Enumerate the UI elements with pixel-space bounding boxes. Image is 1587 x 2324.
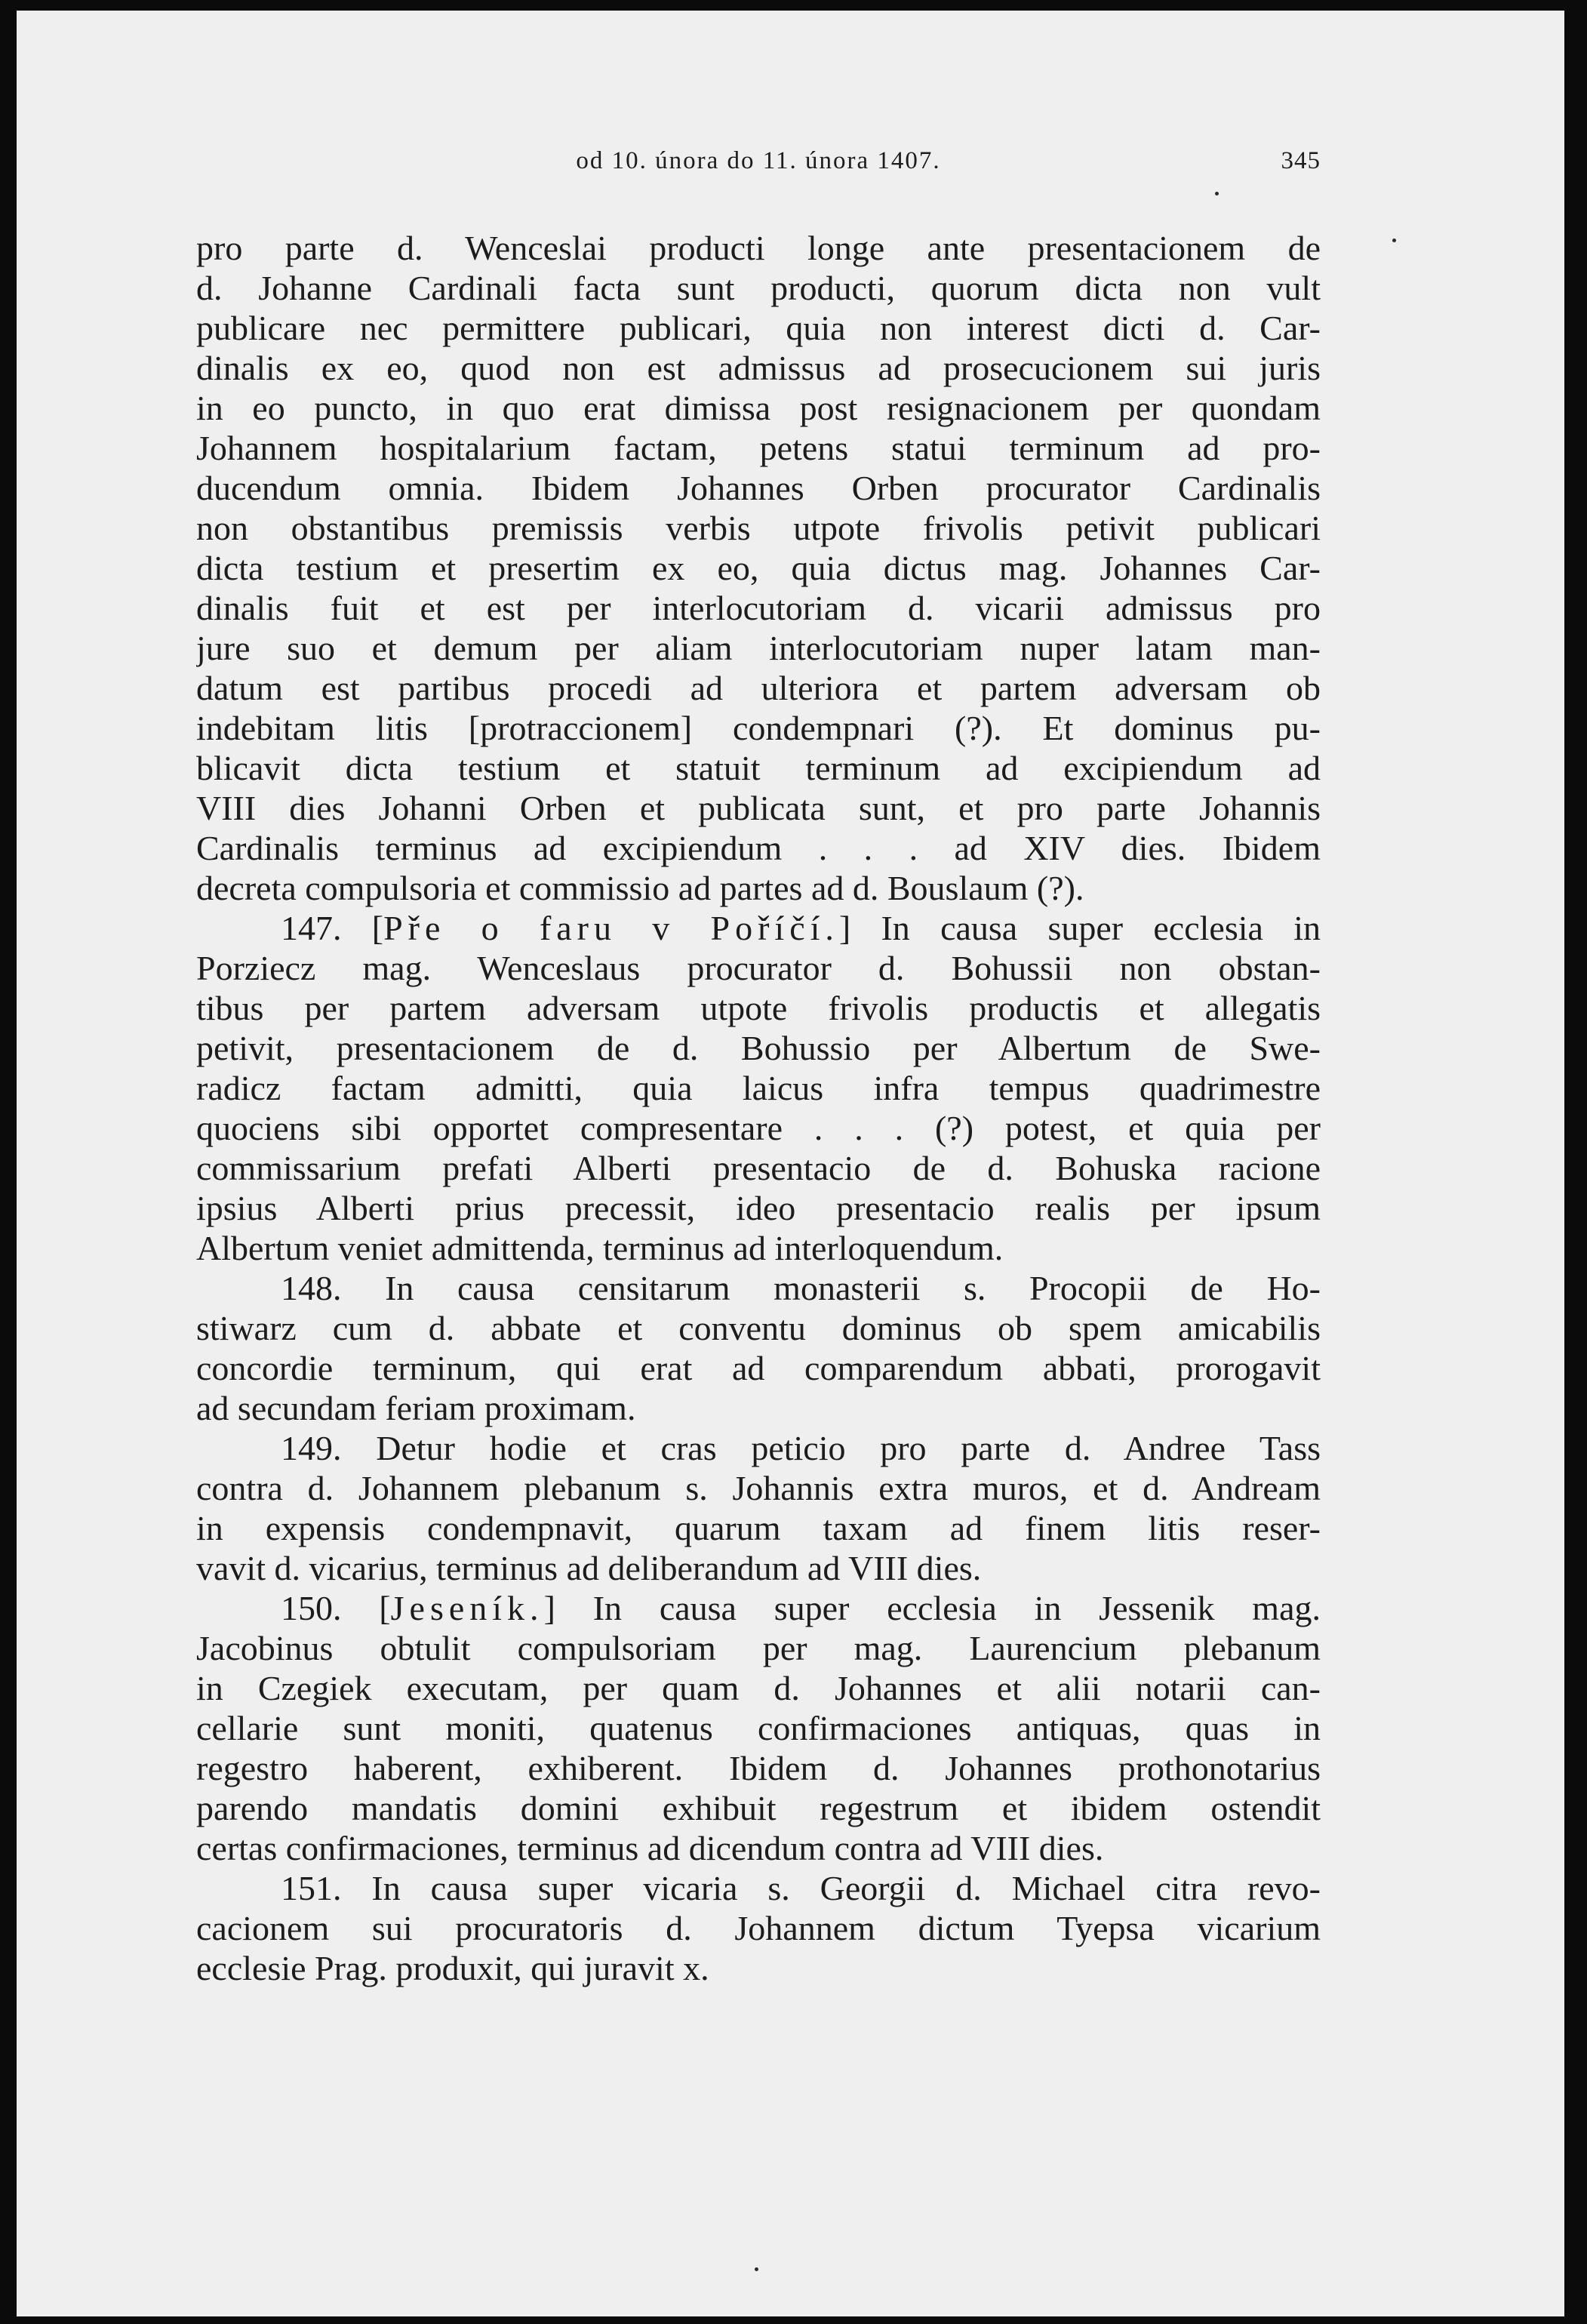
text-line [196, 868, 1321, 908]
text-segment: 149. Detur hodie et cras peticio pro parte d. Andree Tass [281, 1429, 1321, 1467]
text-line [196, 1748, 1321, 1788]
paragraph-first-line [196, 1868, 1321, 1908]
text-line [196, 1628, 1321, 1668]
scan-border-top [0, 0, 1587, 11]
scan-border-bottom [0, 2316, 1587, 2324]
text-line [196, 1828, 1321, 1868]
text-segment: petivit, presentacionem de d. Bohussio per Albertum de Swe- [196, 1029, 1321, 1067]
running-title: od 10. února do 11. února 1407. [576, 147, 941, 174]
scan-speck [1215, 192, 1219, 195]
text-segment: Albertum veniet admittenda, terminus ad interloquendum. [196, 1229, 1004, 1267]
text-segment: contra d. Johannem plebanum s. Johannis extra muros, et d. Andream [196, 1469, 1321, 1507]
text-segment: commissarium prefati Alberti presentacio de d. Bohuska racione [196, 1149, 1321, 1187]
text-segment: ] In causa super ecclesia in Jessenik mag. [543, 1589, 1321, 1627]
text-line [196, 1908, 1321, 1948]
text-line [196, 1388, 1321, 1428]
scan-speck [1392, 239, 1396, 242]
text-segment: in eo puncto, in quo erat dimissa post resignacionem per quondam [196, 389, 1321, 427]
text-segment: quociens sibi opportet compresentare . . . (?) potest, et quia per [196, 1109, 1321, 1147]
text-line [196, 1188, 1321, 1228]
text-line [196, 1068, 1321, 1108]
text-segment: Jacobinus obtulit compulsoriam per mag. Laurencium plebanum [196, 1629, 1321, 1667]
paragraph-first-line [196, 1428, 1321, 1468]
text-segment: concordie terminum, qui erat ad comparendum abbati, prorogavit [196, 1349, 1321, 1387]
text-line [196, 468, 1321, 508]
text-segment: ad secundam feriam proximam. [196, 1389, 636, 1427]
page-number: 345 [1281, 147, 1321, 174]
text-segment: ipsius Alberti prius precessit, ideo presentacio realis per ipsum [196, 1189, 1321, 1227]
scan-border-right [1564, 0, 1587, 2324]
text-segment: d. Johanne Cardinali facta sunt producti, quorum dicta non vult [196, 269, 1321, 307]
text-line [196, 1788, 1321, 1828]
text-segment: blicavit dicta testium et statuit terminum ad excipiendum ad [196, 749, 1321, 787]
text-line [196, 388, 1321, 428]
text-line [196, 628, 1321, 668]
text-line [196, 988, 1321, 1028]
text-line [196, 948, 1321, 988]
text-line [196, 1108, 1321, 1148]
text-line [196, 548, 1321, 588]
text-segment: 148. In causa censitarum monasterii s. Procopii de Ho- [281, 1269, 1321, 1307]
text-segment: cacionem sui procuratoris d. Johannem dictum Tyepsa vicarium [196, 1909, 1321, 1947]
text-segment: stiwarz cum d. abbate et conventu dominus ob spem amicabilis [196, 1309, 1321, 1347]
text-segment: in expensis condempnavit, quarum taxam ad finem litis reser- [196, 1509, 1321, 1547]
text-segment: 147. [ [281, 909, 384, 947]
text-segment: cellarie sunt moniti, quatenus confirmaciones antiquas, quas in [196, 1709, 1321, 1747]
paragraph-first-line [196, 908, 1321, 948]
text-line [196, 1948, 1321, 1988]
text-segment: radicz factam admitti, quia laicus infra tempus quadrimestre [196, 1069, 1321, 1107]
text-line [196, 1708, 1321, 1748]
text-segment: Cardinalis terminus ad excipiendum . . . ad XIV dies. Ibidem [196, 829, 1321, 867]
spaced-heading-text: Pře o faru v Poříčí. [383, 909, 839, 947]
text-segment: ecclesie Prag. produxit, qui juravit x. [196, 1949, 709, 1987]
text-line [196, 428, 1321, 468]
body-text [196, 228, 1321, 1988]
text-segment: 151. In causa super vicaria s. Georgii d. Michael citra revo- [281, 1869, 1321, 1907]
text-line [196, 748, 1321, 788]
text-line [196, 508, 1321, 548]
text-line [196, 588, 1321, 628]
paragraph-first-line [196, 1268, 1321, 1308]
text-segment: datum est partibus procedi ad ulteriora et partem adversam ob [196, 669, 1321, 707]
text-line [196, 308, 1321, 348]
text-line [196, 1228, 1321, 1268]
text-line [196, 228, 1321, 268]
text-line [196, 1348, 1321, 1388]
text-segment: dinalis ex eo, quod non est admissus ad prosecucionem sui juris [196, 349, 1321, 387]
text-segment: pro parte d. Wenceslai producti longe ante presentacionem de [196, 229, 1321, 267]
text-line [196, 1308, 1321, 1348]
text-segment: ] In causa super ecclesia in [838, 909, 1321, 947]
spaced-heading-text: Jeseník. [390, 1589, 544, 1627]
text-line [196, 668, 1321, 708]
text-segment: Porziecz mag. Wenceslaus procurator d. Bohussii non obstan- [196, 949, 1321, 987]
text-segment: in Czegiek executam, per quam d. Johannes et alii notarii can- [196, 1669, 1321, 1707]
running-head [196, 142, 1321, 180]
scan-border-left [0, 0, 17, 2324]
text-segment: parendo mandatis domini exhibuit regestrum et ibidem ostendit [196, 1789, 1321, 1827]
text-line [196, 1668, 1321, 1708]
text-line [196, 268, 1321, 308]
text-segment: certas confirmaciones, terminus ad dicendum contra ad VIII dies. [196, 1829, 1104, 1867]
text-segment: decreta compulsoria et commissio ad partes ad d. Bouslaum (?). [196, 869, 1084, 907]
text-line [196, 708, 1321, 748]
text-segment: indebitam litis [protraccionem] condempnari (?). Et dominus pu- [196, 709, 1321, 747]
text-line [196, 1468, 1321, 1508]
text-line [196, 788, 1321, 828]
text-line [196, 1028, 1321, 1068]
paragraph-first-line [196, 1588, 1321, 1628]
text-segment: 150. [ [281, 1589, 391, 1627]
text-segment: regestro haberent, exhiberent. Ibidem d. Johannes prothonotarius [196, 1749, 1321, 1787]
text-line [196, 1508, 1321, 1548]
text-segment: dicta testium et presertim ex eo, quia dictus mag. Johannes Car- [196, 549, 1321, 587]
scan-speck [755, 2267, 758, 2271]
text-segment: VIII dies Johanni Orben et publicata sunt, et pro parte Johannis [196, 789, 1321, 827]
text-segment: vavit d. vicarius, terminus ad deliberandum ad VIII dies. [196, 1549, 982, 1587]
text-segment: non obstantibus premissis verbis utpote frivolis petivit publicari [196, 509, 1321, 547]
text-segment: Johannem hospitalarium factam, petens statui terminum ad pro- [196, 429, 1321, 467]
text-segment: publicare nec permittere publicari, quia non interest dicti d. Car- [196, 309, 1321, 347]
text-line [196, 828, 1321, 868]
text-segment: jure suo et demum per aliam interlocutoriam nuper latam man- [196, 629, 1321, 667]
text-segment: ducendum omnia. Ibidem Johannes Orben procurator Cardinalis [196, 469, 1321, 507]
text-line [196, 348, 1321, 388]
text-segment: dinalis fuit et est per interlocutoriam d. vicarii admissus pro [196, 589, 1321, 627]
text-segment: tibus per partem adversam utpote frivolis productis et allegatis [196, 989, 1321, 1027]
text-line [196, 1148, 1321, 1188]
text-line [196, 1548, 1321, 1588]
